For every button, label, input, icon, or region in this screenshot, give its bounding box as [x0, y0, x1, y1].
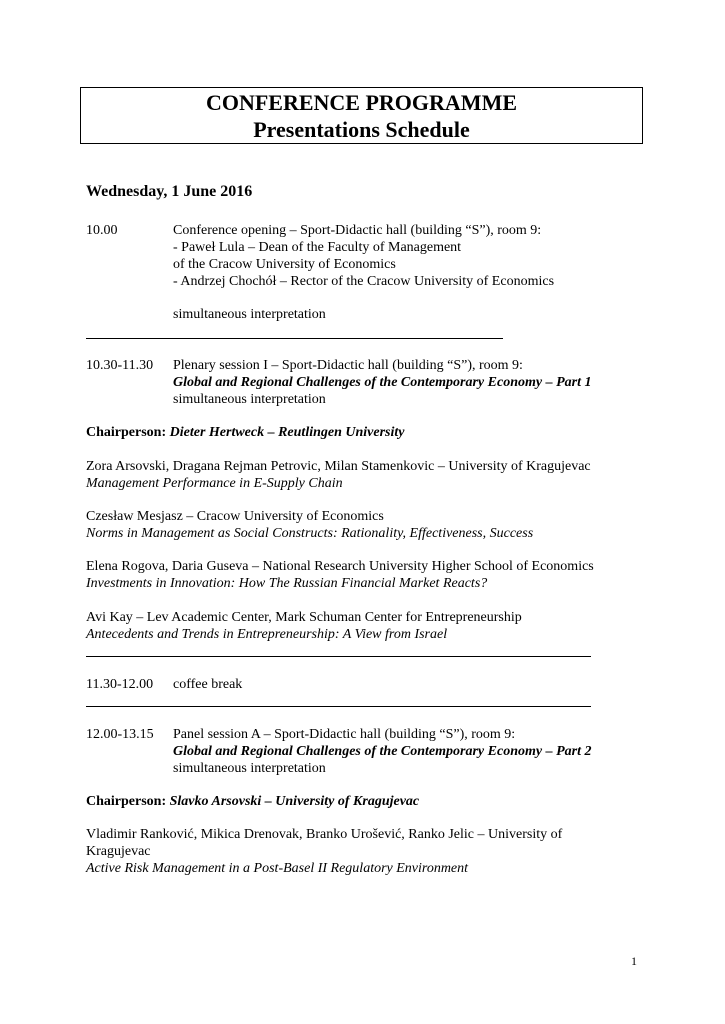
session-1-interpretation: simultaneous interpretation	[173, 307, 326, 322]
divider	[86, 706, 591, 707]
talk-authors: Czesław Mesjasz – Cracow University of Economics	[86, 509, 384, 524]
chair-label: Chairperson:	[86, 794, 167, 809]
title-box	[80, 87, 643, 144]
talk-title: Management Performance in E-Supply Chain	[86, 476, 343, 491]
coffee-break: coffee break	[173, 677, 243, 692]
session-4-chair	[86, 793, 419, 810]
session-4-theme: Global and Regional Challenges of the Contemporary Economy – Part 2	[173, 744, 592, 759]
day-heading: Wednesday, 1 June 2016	[86, 183, 253, 200]
talk-title: Investments in Innovation: How The Russian Financial Market Reacts?	[86, 576, 488, 591]
session-2-chair	[86, 424, 405, 441]
page-title: CONFERENCE PROGRAMME	[205, 90, 518, 115]
talk-authors: Vladimir Ranković, Mikica Drenovak, Branko Urošević, Ranko Jelic – University of	[86, 827, 563, 842]
session-1-line-4: - Andrzej Chochół – Rector of the Cracow University of Economics	[173, 274, 555, 289]
divider	[86, 656, 591, 657]
session-1-line-2: - Paweł Lula – Dean of the Faculty of Management	[173, 240, 462, 255]
session-2-line-1: Plenary session I – Sport-Didactic hall (building “S”), room 9:	[173, 358, 523, 373]
session-1-line-1: Conference opening – Sport-Didactic hall (building “S”), room 9:	[173, 223, 542, 238]
session-4-line-1: Panel session A – Sport-Didactic hall (building “S”), room 9:	[173, 727, 516, 742]
session-2-time: 10.30-11.30	[86, 358, 154, 373]
talk-title: Active Risk Management in a Post-Basel II Regulatory Environment	[86, 861, 469, 876]
session-2-interpretation: simultaneous interpretation	[173, 392, 326, 407]
session-3-time: 11.30-12.00	[86, 677, 154, 692]
talk-authors: Avi Kay – Lev Academic Center, Mark Schuman Center for Entrepreneurship	[86, 610, 522, 625]
session-1-time: 10.00	[86, 223, 118, 238]
talk-authors-cont: Kragujevac	[86, 844, 151, 859]
session-4-interpretation: simultaneous interpretation	[173, 761, 326, 776]
talk-authors: Zora Arsovski, Dragana Rejman Petrovic, Milan Stamenkovic – University of Kragujevac	[86, 459, 591, 474]
chair-label: Chairperson:	[86, 425, 167, 440]
talk-authors: Elena Rogova, Daria Guseva – National Research University Higher School of Economics	[86, 559, 594, 574]
session-2-theme: Global and Regional Challenges of the Contemporary Economy – Part 1	[173, 375, 592, 390]
talk-title: Norms in Management as Social Constructs: Rationality, Effectiveness, Success	[86, 526, 534, 541]
divider	[86, 338, 503, 339]
page-number: 1	[631, 954, 637, 968]
session-1-line-3: of the Cracow University of Economics	[173, 257, 396, 272]
chair-name: Dieter Hertweck – Reutlingen University	[169, 425, 405, 440]
page-subtitle: Presentations Schedule	[253, 117, 470, 142]
chair-name: Slavko Arsovski – University of Kragujevac	[169, 794, 420, 809]
session-4-time: 12.00-13.15	[86, 727, 154, 742]
talk-title: Antecedents and Trends in Entrepreneurship: A View from Israel	[86, 627, 448, 642]
